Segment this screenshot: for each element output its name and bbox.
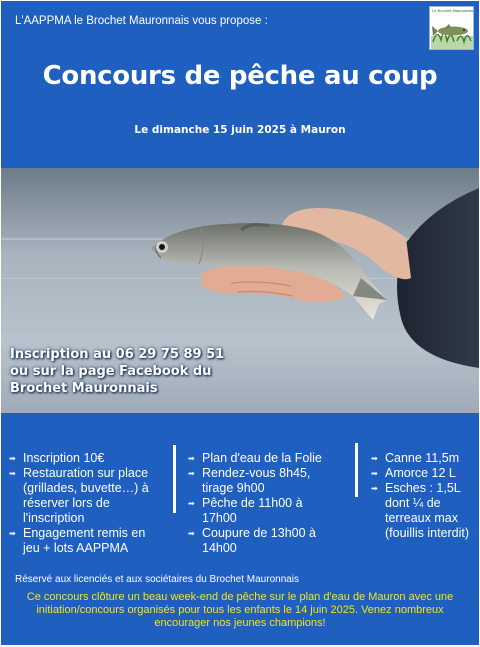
arrow-bullet-icon: ➡ xyxy=(188,499,195,508)
info-line: Esches : 1,5L xyxy=(385,481,461,495)
info-line: (fouillis interdit) xyxy=(385,526,470,540)
info-item xyxy=(9,451,163,466)
reserved-note: Réservé aux licenciés et aux sociétaires du Brochet Mauronnais xyxy=(15,574,300,585)
info-column-schedule xyxy=(188,451,338,556)
arrow-bullet-icon: ➡ xyxy=(188,469,195,478)
info-column-registration xyxy=(9,451,163,556)
arrow-bullet-icon: ➡ xyxy=(188,529,195,538)
info-line: jeu + lots AAPPMA xyxy=(23,541,129,555)
column-divider xyxy=(355,443,358,497)
info-line: Pêche de 11h00 à xyxy=(202,496,303,510)
info-line: Inscription 10€ xyxy=(23,451,105,465)
info-item xyxy=(371,451,477,466)
arrow-bullet-icon: ➡ xyxy=(371,454,378,463)
info-line: l'inscription xyxy=(23,511,85,525)
footer-line: initiation/concours organisés pour tous les enfants le 14 juin 2025. Venez nombreux xyxy=(36,604,444,616)
inscription-line: ou sur la page Facebook du xyxy=(10,364,212,379)
logo-text: Le Brochet Mauronnais xyxy=(432,8,474,13)
info-line: Engagement remis en xyxy=(23,526,146,540)
arrow-bullet-icon: ➡ xyxy=(188,454,195,463)
info-item xyxy=(188,496,338,526)
info-item xyxy=(188,451,338,466)
arrow-bullet-icon: ➡ xyxy=(9,469,16,478)
event-date: Le dimanche 15 juin 2025 à Mauron xyxy=(134,124,346,136)
arrow-bullet-icon: ➡ xyxy=(371,484,378,493)
info-line: Amorce 12 L xyxy=(385,466,456,480)
poster-title: Concours de pêche au coup xyxy=(42,61,438,91)
flyer xyxy=(1,1,479,645)
inscription-text xyxy=(10,346,224,397)
info-line: 17h00 xyxy=(202,511,237,525)
footer-line: Ce concours clôture un beau week-end de pêche sur le plan d'eau de Mauron avec une xyxy=(26,591,454,603)
info-item xyxy=(188,466,338,496)
info-line: dont ¼ de xyxy=(385,496,441,510)
info-item xyxy=(9,466,163,526)
footer-line: encourager nos jeunes champions! xyxy=(154,617,326,629)
footer-text xyxy=(1,591,479,630)
club-logo xyxy=(429,6,474,50)
flyer-header xyxy=(1,1,479,168)
info-column-rules xyxy=(371,451,477,541)
info-line: Canne 11,5m xyxy=(385,451,460,465)
inscription-line: Inscription au 06 29 75 89 51 xyxy=(10,347,225,362)
info-line: (grillades, buvette…) à xyxy=(23,481,149,495)
info-line: Plan d'eau de la Folie xyxy=(202,451,322,465)
info-item xyxy=(371,481,477,541)
column-divider xyxy=(173,445,176,513)
arrow-bullet-icon: ➡ xyxy=(9,529,16,538)
info-line: réserver lors de xyxy=(23,496,110,510)
info-line: tirage 9h00 xyxy=(202,481,265,495)
info-line: terreaux max xyxy=(385,511,458,525)
info-item xyxy=(371,466,477,481)
info-line: 14h00 xyxy=(202,541,237,555)
arrow-bullet-icon: ➡ xyxy=(371,469,378,478)
inscription-line: Brochet Mauronnais xyxy=(10,381,158,396)
info-item xyxy=(9,526,163,556)
pike-fish-logo-icon xyxy=(431,14,473,49)
info-line: Restauration sur place xyxy=(23,466,149,480)
intro-text: L'AAPPMA le Brochet Mauronnais vous propose : xyxy=(15,15,268,27)
info-item xyxy=(188,526,338,556)
info-line: Coupure de 13h00 à xyxy=(202,526,316,540)
info-line: Rendez-vous 8h45, xyxy=(202,466,311,480)
arrow-bullet-icon: ➡ xyxy=(9,454,16,463)
